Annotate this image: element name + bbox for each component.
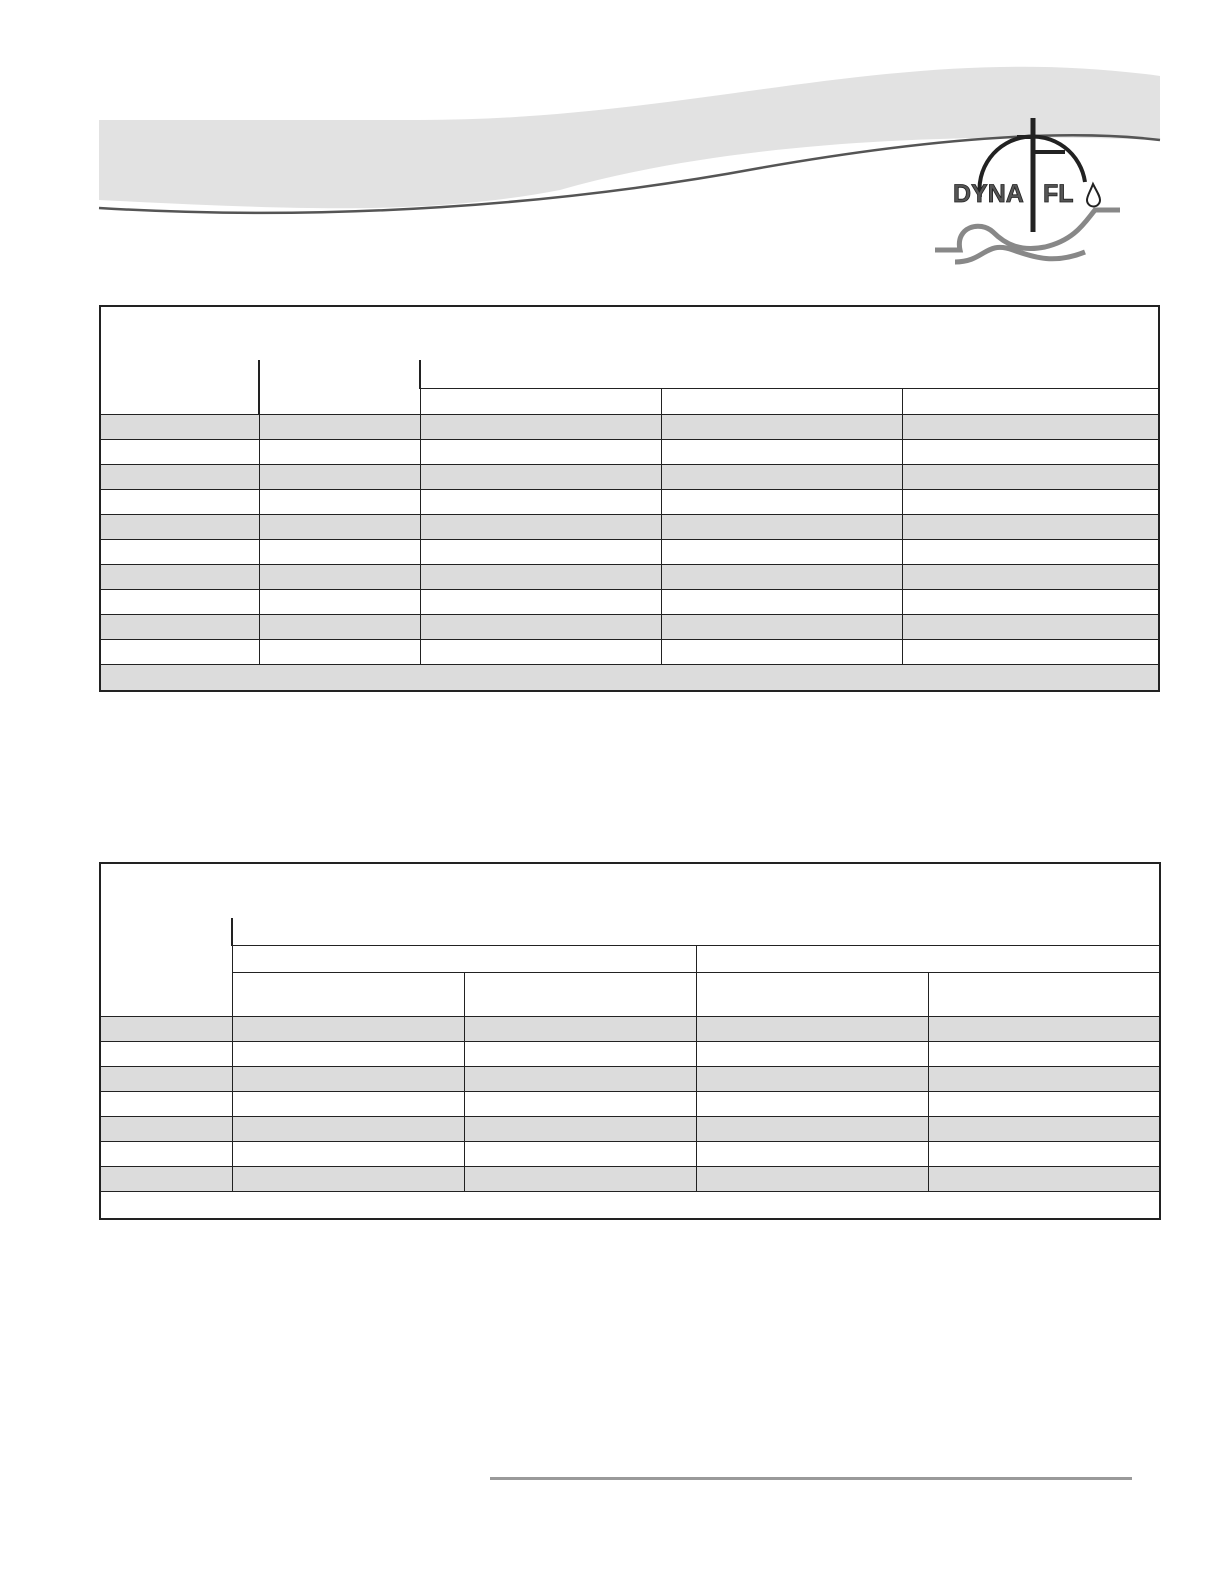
table-2-group-2: [696, 946, 1160, 973]
table-row: [100, 1042, 1160, 1067]
table-2-cell: [464, 1117, 696, 1142]
table-1-cell: [902, 565, 1159, 590]
table-2-header-group: [232, 918, 1160, 946]
table-row: [100, 490, 1159, 515]
table-1-subheader-2: [661, 389, 902, 415]
table-1-cell: [902, 640, 1159, 665]
table-2-group-row: [100, 946, 1160, 973]
table-1-subheader-3: [902, 389, 1159, 415]
table-2-cell: [100, 1117, 232, 1142]
table-1-cell: [902, 490, 1159, 515]
table-1-cell: [661, 540, 902, 565]
table-1-cell: [259, 415, 420, 440]
table-row: [100, 565, 1159, 590]
table-2-cell: [100, 1042, 232, 1067]
table-1-header-col-2: [259, 360, 420, 415]
table-2-cell: [928, 1142, 1160, 1167]
table-1-cell: [420, 565, 661, 590]
table-row: [100, 1142, 1160, 1167]
table-1-cell: [100, 465, 259, 490]
table-2-cell: [696, 1017, 928, 1042]
table-1-cell: [259, 615, 420, 640]
table-2-cell: [100, 1017, 232, 1042]
table-2-cell: [696, 1142, 928, 1167]
table-1-footnote-row: [100, 665, 1159, 692]
table-2-cell: [464, 1067, 696, 1092]
table-2-subheader-row: [100, 973, 1160, 1017]
table-1-cell: [902, 615, 1159, 640]
table-2-cell: [100, 1067, 232, 1092]
table-1-cell: [100, 490, 259, 515]
table-2-cell: [928, 1092, 1160, 1117]
table-1-cell: [100, 515, 259, 540]
table-2-cell: [928, 1117, 1160, 1142]
table-row: [100, 1167, 1160, 1192]
table-2-cell: [232, 1167, 464, 1192]
table-2-cell: [928, 1167, 1160, 1192]
table-2-title: [100, 863, 1160, 918]
table-1-cell: [420, 640, 661, 665]
spec-table-1: [99, 305, 1160, 692]
table-2-cell: [928, 1017, 1160, 1042]
table-1-header-col-1: [100, 360, 259, 415]
table-row: [100, 1117, 1160, 1142]
logo-text-left: DYNA: [953, 180, 1024, 208]
table-1-cell: [420, 465, 661, 490]
table-1-header-group: [420, 360, 1159, 389]
table-1-cell: [420, 590, 661, 615]
table-2-cell: [928, 1067, 1160, 1092]
table-1-cell: [259, 465, 420, 490]
table-2-body: [100, 1017, 1160, 1192]
table-1-cell: [661, 565, 902, 590]
table-2-cell: [232, 1067, 464, 1092]
table-1-cell: [661, 490, 902, 515]
table-row: [100, 1017, 1160, 1042]
table-1-body: [100, 415, 1159, 665]
table-1-cell: [661, 615, 902, 640]
table-1-cell: [902, 540, 1159, 565]
spec-table-2: [99, 862, 1161, 1220]
drop-icon: [1087, 184, 1100, 207]
table-1-cell: [100, 440, 259, 465]
table-1-cell: [420, 440, 661, 465]
table-2-cell: [928, 1042, 1160, 1067]
table-1-title-row: [100, 306, 1159, 360]
table-2-cell: [232, 1042, 464, 1067]
table-1-footnote: [100, 665, 1159, 692]
dynaflo-logo: [925, 112, 1125, 272]
table-2-cell: [464, 1142, 696, 1167]
table-1-cell: [100, 415, 259, 440]
table-2-cell: [232, 1092, 464, 1117]
table-1-cell: [259, 440, 420, 465]
table-row: [100, 1092, 1160, 1117]
table-2-cell: [232, 1117, 464, 1142]
table-row: [100, 465, 1159, 490]
table-1-cell: [902, 465, 1159, 490]
table-row: [100, 440, 1159, 465]
table-1-cell: [420, 540, 661, 565]
table-1-header-row: [100, 360, 1159, 389]
table-2-subheader-4: [928, 973, 1160, 1017]
table-2-cell: [696, 1117, 928, 1142]
table-2-cell: [696, 1092, 928, 1117]
table-row: [100, 615, 1159, 640]
table-1-cell: [420, 415, 661, 440]
table-1-cell: [661, 515, 902, 540]
table-2-cell: [696, 1067, 928, 1092]
table-1-cell: [100, 640, 259, 665]
table-2-subheader-2: [464, 973, 696, 1017]
table-1-cell: [420, 615, 661, 640]
table-2-title-row: [100, 863, 1160, 918]
table-1-cell: [661, 640, 902, 665]
table-2-footnote-row: [100, 1192, 1160, 1220]
table-1-cell: [259, 540, 420, 565]
table-1-cell: [420, 490, 661, 515]
logo-text-right: FL: [1043, 180, 1074, 208]
table-1-cell: [902, 440, 1159, 465]
table-row: [100, 590, 1159, 615]
table-1-cell: [100, 590, 259, 615]
table-2-cell: [464, 1042, 696, 1067]
table-2-subheader-1: [232, 973, 464, 1017]
table-1-subheader-1: [420, 389, 661, 415]
table-2-cell: [100, 1167, 232, 1192]
table-1-cell: [661, 415, 902, 440]
table-row: [100, 540, 1159, 565]
table-2-cell: [464, 1017, 696, 1042]
table-1-cell: [259, 565, 420, 590]
table-1-cell: [902, 515, 1159, 540]
table-2-cell: [232, 1017, 464, 1042]
table-1-cell: [259, 490, 420, 515]
table-row: [100, 1067, 1160, 1092]
table-1-cell: [661, 590, 902, 615]
table-1-cell: [100, 565, 259, 590]
table-2-cell: [232, 1142, 464, 1167]
table-1-cell: [100, 615, 259, 640]
table-2-cell: [696, 1042, 928, 1067]
table-2-cell: [464, 1092, 696, 1117]
table-2-header-row: [100, 918, 1160, 946]
table-row: [100, 640, 1159, 665]
table-2-subheader-3: [696, 973, 928, 1017]
table-2-cell: [100, 1142, 232, 1167]
table-2-cell: [100, 1092, 232, 1117]
table-1-cell: [661, 465, 902, 490]
table-1-cell: [902, 590, 1159, 615]
table-1-cell: [100, 540, 259, 565]
table-1-cell: [259, 590, 420, 615]
table-1-cell: [902, 415, 1159, 440]
table-1-cell: [661, 440, 902, 465]
table-2-cell: [464, 1167, 696, 1192]
table-row: [100, 515, 1159, 540]
table-1-cell: [259, 515, 420, 540]
table-1-title: [100, 306, 1159, 360]
table-1-cell: [259, 640, 420, 665]
table-row: [100, 415, 1159, 440]
footer-rule: [490, 1477, 1132, 1480]
table-2-group-1: [232, 946, 696, 973]
table-2-header-col-1: [100, 918, 232, 1017]
table-1-cell: [420, 515, 661, 540]
table-2-cell: [696, 1167, 928, 1192]
table-2-footnote: [100, 1192, 1160, 1220]
